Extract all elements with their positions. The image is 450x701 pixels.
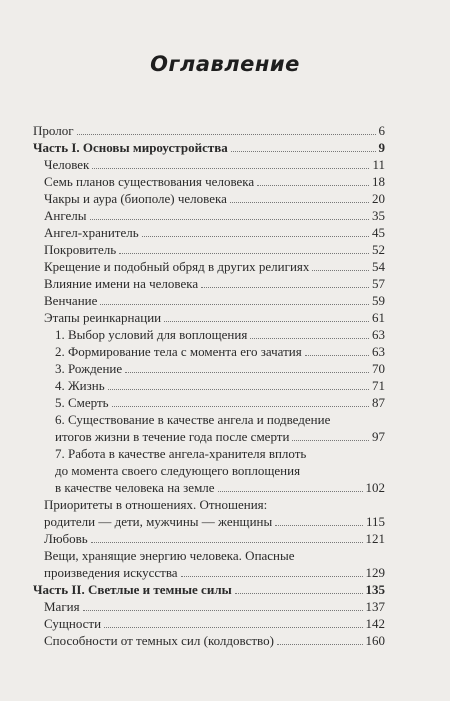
toc-entry-row [55, 377, 385, 394]
toc-entry [33, 241, 385, 258]
dot-leader [112, 406, 369, 407]
dot-leader [108, 389, 369, 390]
dot-leader [92, 168, 369, 169]
toc-entry-row [44, 224, 385, 241]
dot-leader [90, 219, 370, 220]
dot-leader [235, 593, 363, 594]
toc-entry [33, 326, 385, 343]
toc-entry-title: Чакры и аура (биополе) человека [44, 191, 227, 206]
toc-entry-page-number: 63 [372, 327, 385, 342]
toc-entry-title: Этапы реинкарнации [44, 310, 162, 325]
toc-entry [33, 615, 385, 632]
dot-leader [230, 202, 369, 203]
toc-entry [33, 190, 385, 207]
toc-entry-row [44, 309, 385, 326]
toc-entry-title: Способности от темных сил (колдовство) [44, 633, 274, 648]
toc-entry-row [44, 258, 385, 275]
dot-leader [292, 440, 369, 441]
dot-leader [275, 525, 363, 526]
toc-entry-title: 1. Выбор условий для воплощения [55, 327, 248, 342]
dot-leader [277, 644, 363, 645]
toc-entry-row [33, 581, 385, 598]
toc-entry-title: Любовь [44, 531, 88, 546]
dot-leader [250, 338, 369, 339]
toc-entry-page-number: 20 [372, 191, 385, 206]
toc-entry-page-number: 61 [372, 310, 385, 325]
toc-entry-row [44, 207, 385, 224]
toc-entry-row [44, 615, 385, 632]
toc-entry-page-number: 52 [372, 242, 385, 257]
toc-entry-row [55, 428, 385, 445]
toc-entry-page-number: 121 [365, 531, 385, 546]
dot-leader [119, 253, 369, 254]
toc-entry-row [55, 394, 385, 411]
dot-leader [312, 270, 369, 271]
toc-entry-row [44, 598, 385, 615]
toc-entry-title: Пролог [33, 123, 74, 138]
toc-entry-title: 4. Жизнь [55, 378, 105, 393]
toc-entry [33, 530, 385, 547]
toc-entry-title: Человек [44, 157, 90, 172]
toc-entry-title: Сущности [44, 616, 102, 631]
toc-entry-title-line: 7. Работа в качестве ангела-хранителя вплоть [55, 446, 307, 461]
dot-leader [305, 355, 369, 356]
toc-entry-row [44, 530, 385, 547]
toc-entry [33, 394, 385, 411]
dot-leader [91, 542, 363, 543]
toc-entry-page-number: 59 [372, 293, 385, 308]
toc-entry [33, 275, 385, 292]
toc-entry [33, 496, 385, 530]
toc-entry-row [44, 173, 385, 190]
toc-entry-row [55, 360, 385, 377]
toc-entry-title-line: до момента своего следующего воплощения [55, 463, 301, 478]
toc-entry-title: 2. Формирование тела с момента его зачатия [55, 344, 302, 359]
toc-entry-row [44, 190, 385, 207]
toc-entry-row [44, 241, 385, 258]
dot-leader [257, 185, 369, 186]
toc-entry-page-number: 11 [372, 157, 385, 172]
dot-leader [181, 576, 363, 577]
table-of-contents [33, 122, 385, 649]
toc-entry-title: Покровитель [44, 242, 117, 257]
toc-entry-page-number: 45 [372, 225, 385, 240]
toc-entry-page-number: 71 [372, 378, 385, 393]
toc-entry-page-number: 129 [365, 565, 385, 580]
toc-entry [33, 360, 385, 377]
toc-entry [33, 156, 385, 173]
toc-entry-page-number: 54 [372, 259, 385, 274]
toc-entry-row [33, 122, 385, 139]
toc-entry [33, 309, 385, 326]
toc-entry-title: произведения искусства [44, 565, 178, 580]
toc-entry-title-line: Вещи, хранящие энергию человека. Опасные [44, 548, 295, 563]
toc-entry [33, 122, 385, 139]
dot-leader [100, 304, 369, 305]
dot-leader [142, 236, 369, 237]
toc-entry-title: Семь планов существования человека [44, 174, 255, 189]
toc-entry-title: в качестве человека на земле [55, 480, 215, 495]
toc-entry-page-number: 97 [372, 429, 385, 444]
toc-entry-page-number: 137 [365, 599, 385, 614]
toc-entry-row [44, 275, 385, 292]
toc-entry-page-number: 57 [372, 276, 385, 291]
toc-entry-row [55, 343, 385, 360]
toc-entry-title: Ангелы [44, 208, 87, 223]
toc-entry-page-number: 87 [372, 395, 385, 410]
toc-entry-row [33, 139, 385, 156]
dot-leader [104, 627, 362, 628]
dot-leader [231, 151, 376, 152]
toc-entry-title: Часть I. Основы мироустройства [33, 140, 228, 155]
toc-entry-page-number: 135 [365, 582, 385, 597]
toc-entry-title: Влияние имени на человека [44, 276, 199, 291]
toc-entry-row [55, 326, 385, 343]
toc-entry-page-number: 9 [378, 140, 385, 155]
toc-entry-page-number: 35 [372, 208, 385, 223]
toc-entry [33, 632, 385, 649]
toc-entry-page-number: 160 [365, 633, 385, 648]
toc-entry-title: Ангел-хранитель [44, 225, 139, 240]
toc-entry-title: итогов жизни в течение года после смерти [55, 429, 290, 444]
toc-entry [33, 292, 385, 309]
toc-entry-title: Венчание [44, 293, 98, 308]
dot-leader [77, 134, 376, 135]
toc-entry-title: родители — дети, мужчины — женщины [44, 514, 273, 529]
toc-entry [33, 173, 385, 190]
toc-entry [33, 411, 385, 445]
toc-entry-page-number: 63 [372, 344, 385, 359]
toc-entry [33, 224, 385, 241]
dot-leader [164, 321, 369, 322]
toc-entry-title: Крещение и подобный обряд в других религиях [44, 259, 310, 274]
toc-entry [33, 445, 385, 496]
toc-entry-row [44, 513, 385, 530]
toc-entry [33, 258, 385, 275]
toc-entry-title-line: 6. Существование в качестве ангела и подведение [55, 412, 331, 427]
toc-entry [33, 343, 385, 360]
toc-entry-page-number: 102 [365, 480, 385, 495]
toc-entry-row [44, 156, 385, 173]
toc-entry-title: Часть II. Светлые и темные силы [33, 582, 232, 597]
toc-entry-title-line: Приоритеты в отношениях. Отношения: [44, 497, 268, 512]
toc-entry [33, 598, 385, 615]
toc-entry-page-number: 18 [372, 174, 385, 189]
toc-entry [33, 377, 385, 394]
toc-entry [33, 139, 385, 156]
toc-entry-title: 5. Смерть [55, 395, 109, 410]
toc-entry-row [55, 479, 385, 496]
dot-leader [201, 287, 369, 288]
page-title: Оглавление [150, 52, 300, 76]
toc-entry-title: Магия [44, 599, 80, 614]
toc-entry-row [44, 292, 385, 309]
toc-entry-row [44, 632, 385, 649]
toc-entry [33, 207, 385, 224]
toc-entry-page-number: 115 [365, 514, 385, 529]
dot-leader [218, 491, 363, 492]
toc-entry-page-number: 142 [365, 616, 385, 631]
toc-entry [33, 547, 385, 581]
toc-entry-page-number: 70 [372, 361, 385, 376]
toc-entry-row [44, 564, 385, 581]
toc-entry-page-number: 6 [378, 123, 385, 138]
dot-leader [125, 372, 369, 373]
toc-entry-title: 3. Рождение [55, 361, 123, 376]
toc-entry [33, 581, 385, 598]
dot-leader [83, 610, 363, 611]
